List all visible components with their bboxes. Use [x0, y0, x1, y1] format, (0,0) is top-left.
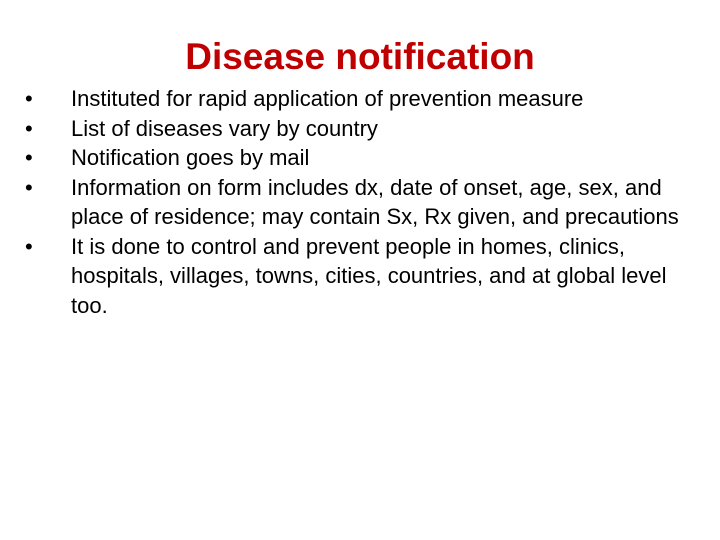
- bullet-marker: •: [25, 86, 33, 111]
- bullet-marker: •: [25, 233, 33, 259]
- bullet-marker: •: [25, 145, 33, 170]
- bullet-text: Information on form includes dx, date of onset, age, sex, and place of residence; may contain Sx, Rx given, and precautions: [71, 174, 679, 229]
- bullet-text: Notification goes by mail: [71, 145, 310, 170]
- bullet-text: Instituted for rapid application of prevention measure: [71, 86, 584, 111]
- bullet-item: [25, 143, 685, 173]
- bullet-list: [25, 84, 685, 320]
- slide-title: Disease notification: [185, 36, 535, 77]
- bullet-text: It is done to control and prevent people in homes, clinics, hospitals, villages, towns, cities, countries, and at global level too.: [71, 233, 667, 318]
- bullet-item: [25, 232, 685, 321]
- bullet-marker: •: [25, 115, 33, 141]
- bullet-item: [25, 84, 685, 114]
- bullet-item: [25, 114, 685, 144]
- bullet-text: List of diseases vary by country: [71, 115, 378, 141]
- bullet-item: [25, 173, 685, 232]
- bullet-marker: •: [25, 174, 33, 200]
